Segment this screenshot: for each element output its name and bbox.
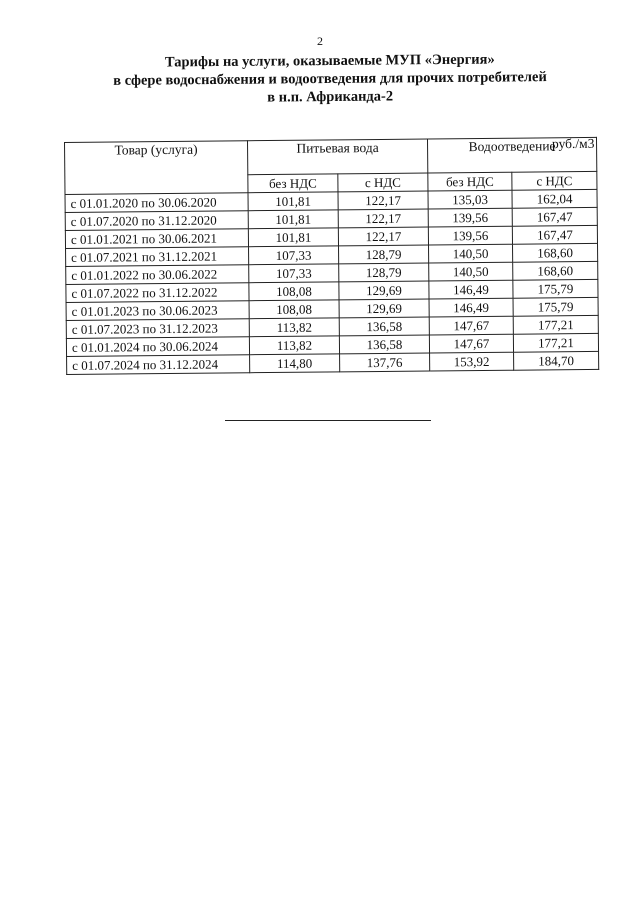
water-without-vat-cell: 113,82 <box>249 336 339 355</box>
water-with-vat-cell: 122,17 <box>338 209 428 228</box>
title-line-1: Тарифы на услуги, оказываемые МУП «Энергия» <box>164 51 495 71</box>
sewer-with-vat-cell: 175,79 <box>513 279 598 298</box>
sewer-without-vat-cell: 147,67 <box>429 316 513 335</box>
water-with-vat-cell: 136,58 <box>339 335 429 354</box>
sewer-with-vat-cell: 167,47 <box>512 225 597 244</box>
sewer-with-vat-cell: 168,60 <box>513 243 598 262</box>
water-without-vat-cell: 113,82 <box>249 318 339 337</box>
unit-label: руб./м3 <box>551 135 595 152</box>
sewer-with-vat-cell: 162,04 <box>512 189 597 208</box>
sewer-with-vat-cell: 177,21 <box>513 333 598 352</box>
period-cell: с 01.01.2023 по 30.06.2023 <box>66 301 249 321</box>
table-header-row <box>65 137 597 176</box>
water-with-vat-cell: 129,69 <box>339 281 429 300</box>
sewer-without-vat-cell: 140,50 <box>429 262 513 281</box>
period-cell: с 01.07.2020 по 31.12.2020 <box>65 211 248 231</box>
water-without-vat-cell: 101,81 <box>248 228 338 247</box>
header-goods: Товар (услуга) <box>65 141 248 195</box>
sewer-without-vat-cell: 139,56 <box>428 226 512 245</box>
water-without-vat-cell: 114,80 <box>250 354 340 373</box>
table-row <box>67 351 599 374</box>
page-number: 2 <box>317 34 323 48</box>
sewer-without-vat-cell: 153,92 <box>430 352 514 371</box>
water-with-vat-cell: 137,76 <box>340 353 430 372</box>
footer-divider <box>225 420 431 421</box>
period-cell: с 01.07.2024 по 31.12.2024 <box>67 355 250 375</box>
header-sewer-without-vat: без НДС <box>428 172 512 191</box>
period-cell: с 01.07.2023 по 31.12.2023 <box>66 319 249 339</box>
header-water-without-vat: без НДС <box>248 174 338 193</box>
period-cell: с 01.01.2022 по 30.06.2022 <box>66 265 249 285</box>
period-cell: с 01.01.2021 по 30.06.2021 <box>65 229 248 249</box>
sewer-with-vat-cell: 175,79 <box>513 297 598 316</box>
water-without-vat-cell: 107,33 <box>249 264 339 283</box>
sewer-without-vat-cell: 146,49 <box>429 298 513 317</box>
table-body <box>65 189 599 374</box>
header-water-with-vat: с НДС <box>338 173 428 192</box>
sewer-with-vat-cell: 184,70 <box>514 351 599 370</box>
water-with-vat-cell: 128,79 <box>339 263 429 282</box>
sewer-with-vat-cell: 167,47 <box>512 207 597 226</box>
header-sewerage: Водоотведение <box>427 137 596 173</box>
sewer-without-vat-cell: 139,56 <box>428 208 512 227</box>
tariff-table-container <box>64 137 598 375</box>
sewer-without-vat-cell: 140,50 <box>429 244 513 263</box>
period-cell: с 01.07.2021 по 31.12.2021 <box>66 247 249 267</box>
water-with-vat-cell: 129,69 <box>339 299 429 318</box>
sewer-with-vat-cell: 177,21 <box>513 315 598 334</box>
water-without-vat-cell: 107,33 <box>249 246 339 265</box>
sewer-without-vat-cell: 146,49 <box>429 280 513 299</box>
sewer-without-vat-cell: 135,03 <box>428 190 512 209</box>
document-title <box>60 50 600 109</box>
title-line-2: в сфере водоснабжения и водоотведения для прочих потребителей <box>113 69 547 89</box>
sewer-with-vat-cell: 168,60 <box>513 261 598 280</box>
period-cell: с 01.07.2022 по 31.12.2022 <box>66 283 249 303</box>
water-without-vat-cell: 108,08 <box>249 282 339 301</box>
title-line-3: в н.п. Африканда-2 <box>267 88 394 106</box>
header-sewer-with-vat: с НДС <box>512 171 597 190</box>
water-with-vat-cell: 128,79 <box>339 245 429 264</box>
sewer-without-vat-cell: 147,67 <box>429 334 513 353</box>
period-cell: с 01.01.2020 по 30.06.2020 <box>65 193 248 213</box>
water-with-vat-cell: 122,17 <box>338 227 428 246</box>
water-without-vat-cell: 108,08 <box>249 300 339 319</box>
water-without-vat-cell: 101,81 <box>248 192 338 211</box>
period-cell: с 01.01.2024 по 30.06.2024 <box>66 337 249 357</box>
water-with-vat-cell: 122,17 <box>338 191 428 210</box>
header-water: Питьевая вода <box>247 139 427 175</box>
water-with-vat-cell: 136,58 <box>339 317 429 336</box>
tariff-table <box>64 137 599 375</box>
water-without-vat-cell: 101,81 <box>248 210 338 229</box>
